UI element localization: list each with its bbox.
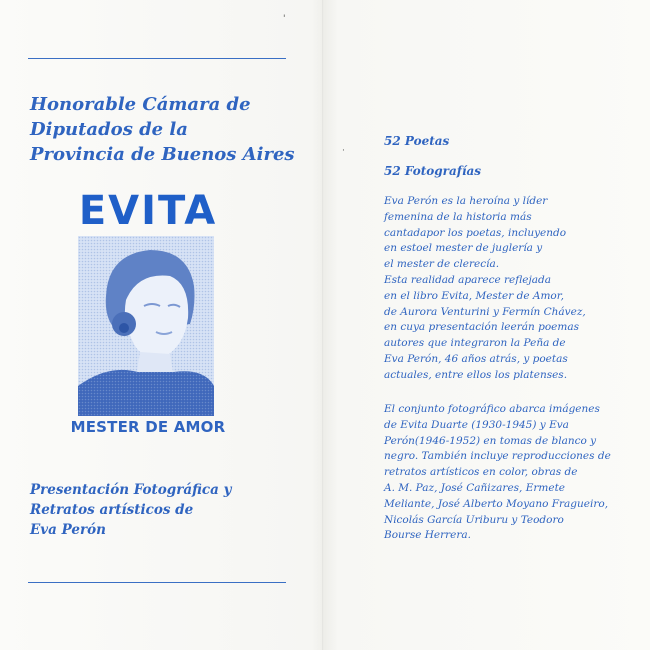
evita-portrait-photo: [78, 236, 214, 416]
text-line: en el libro Evita, Mester de Amor,: [384, 289, 564, 302]
text-line: de Evita Duarte (1930-1945) y Eva: [384, 418, 569, 431]
presentation-title: [30, 480, 300, 540]
poets-count: 52 Poetas: [384, 134, 450, 148]
text-line: Eva Perón, 46 años atrás, y poetas: [384, 352, 568, 365]
photo-caption: MESTER DE AMOR: [70, 418, 226, 436]
evita-title: EVITA: [78, 188, 218, 234]
text-line: A. M. Paz, José Cañizares, Ermete: [384, 481, 566, 494]
chamber-heading: [30, 92, 310, 167]
text-line: actuales, entre ellos los platenses.: [384, 368, 568, 381]
heading-line: Honorable Cámara de: [30, 94, 251, 115]
print-mark: ·: [342, 146, 345, 156]
text-line: el mester de clerecía.: [384, 258, 500, 271]
heading-line: Diputados de la: [30, 119, 188, 140]
text-line: en estoel mester de juglería y: [384, 242, 543, 255]
text-line: femenina de la historia más: [384, 210, 532, 223]
text-line: en cuya presentación leerán poemas: [384, 321, 579, 334]
text-line: de Aurora Venturini y Fermín Chávez,: [384, 305, 586, 318]
print-mark: ': [283, 14, 286, 24]
text-line: negro. También incluye reproducciones de: [384, 450, 611, 463]
text-line: El conjunto fotográfico abarca imágenes: [384, 403, 600, 415]
presentation-line: Presentación Fotográfica y: [30, 482, 232, 498]
description-paragraph: [384, 194, 634, 384]
text-line: Eva Perón es la heroína y líder: [384, 195, 548, 207]
text-line: cantadapor los poetas, incluyendo: [384, 226, 567, 239]
center-fold: [322, 0, 324, 650]
portrait-illustration: [78, 236, 214, 416]
bottom-rule: [28, 582, 286, 583]
text-line: Bourse Herrera.: [384, 529, 471, 542]
photography-paragraph: [384, 402, 634, 544]
top-rule: [28, 58, 286, 59]
text-line: Nicolás García Uriburu y Teodoro: [384, 513, 564, 526]
text-line: autores que integraron la Peña de: [384, 337, 566, 350]
heading-line: Provincia de Buenos Aires: [30, 144, 295, 165]
presentation-line: Retratos artísticos de: [30, 502, 194, 518]
text-line: Meliante, José Alberto Moyano Fragueiro,: [384, 497, 609, 510]
presentation-line: Eva Perón: [30, 522, 106, 538]
text-line: Perón(1946-1952) en tomas de blanco y: [384, 434, 597, 447]
photos-count: 52 Fotografías: [384, 164, 482, 178]
text-line: retratos artísticos en color, obras de: [384, 466, 578, 479]
text-line: Esta realidad aparece reflejada: [384, 273, 551, 286]
